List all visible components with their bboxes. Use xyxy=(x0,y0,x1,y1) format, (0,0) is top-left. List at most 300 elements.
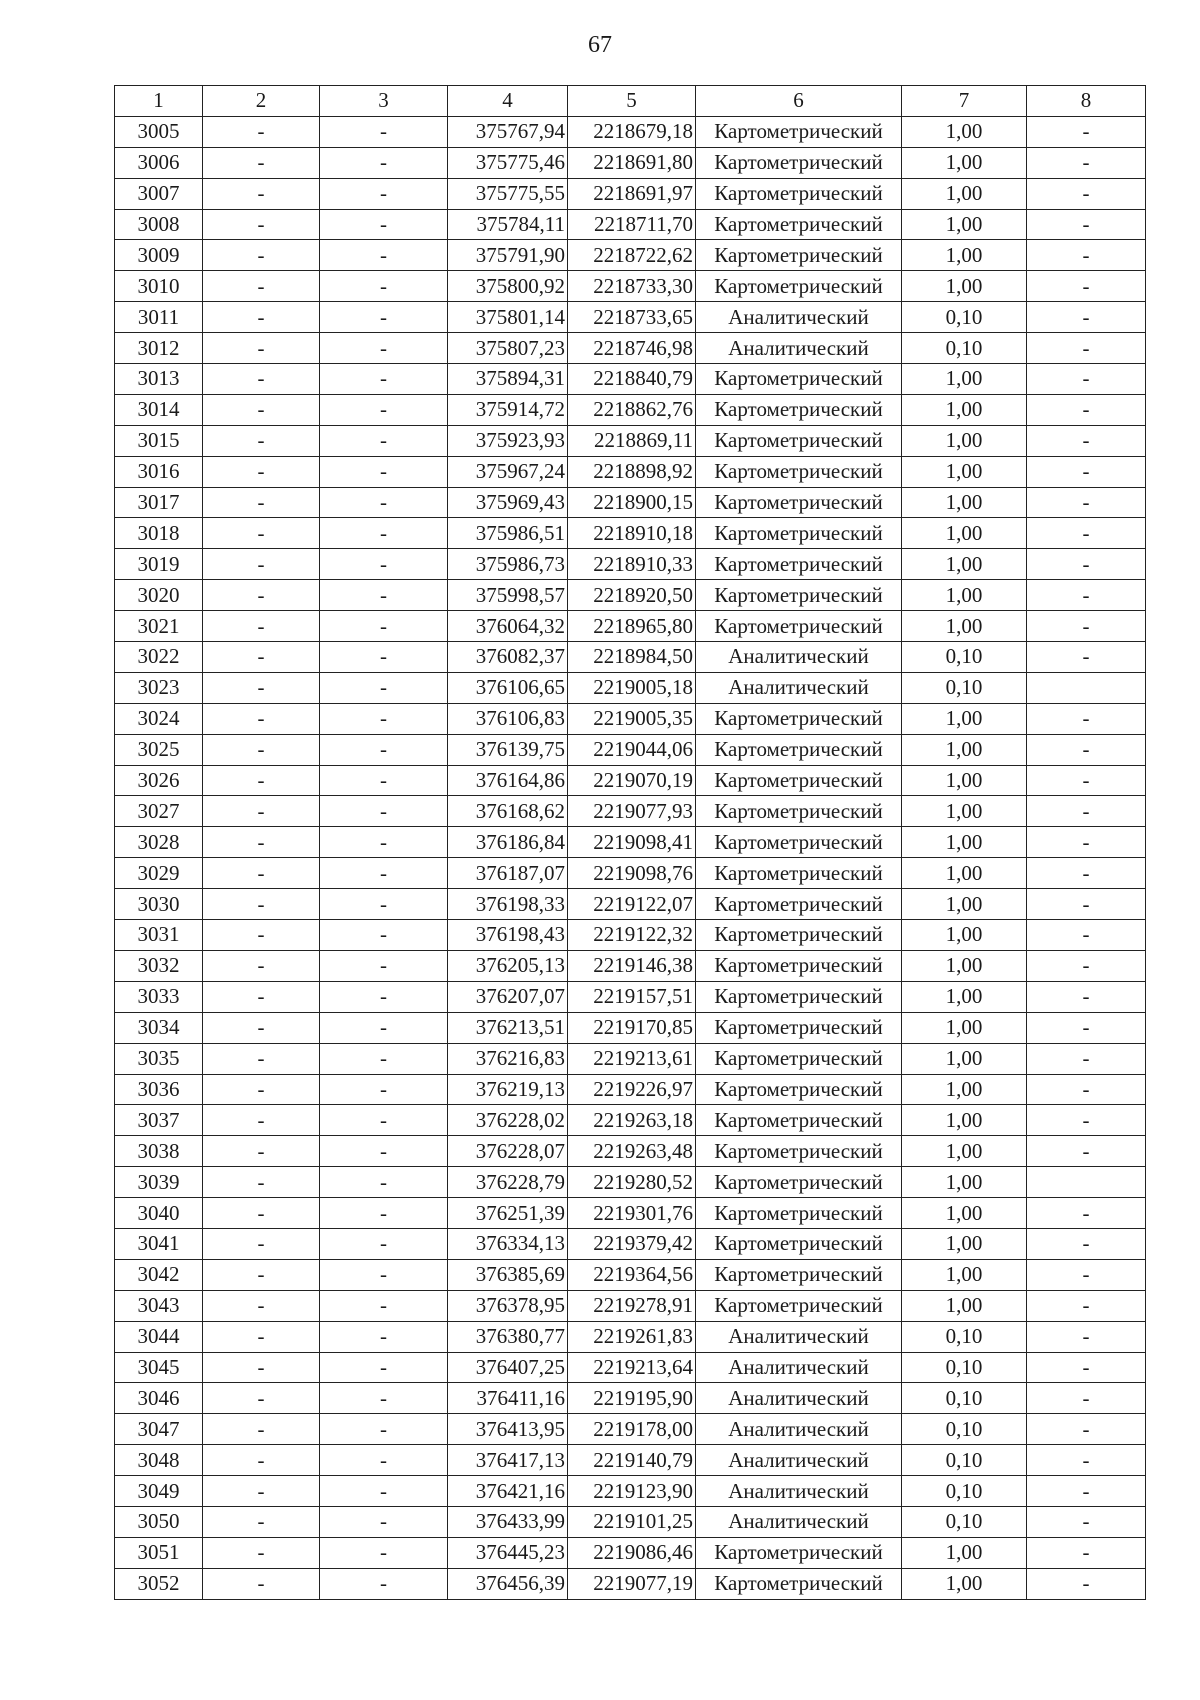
table-cell: Картометрический xyxy=(696,950,902,981)
table-cell: 375775,55 xyxy=(448,178,568,209)
table-cell: - xyxy=(320,1476,448,1507)
table-cell: - xyxy=(203,1136,320,1167)
table-cell: 3045 xyxy=(115,1352,203,1383)
table-cell: - xyxy=(320,858,448,889)
table-cell: 3036 xyxy=(115,1074,203,1105)
table-cell: 375767,94 xyxy=(448,116,568,147)
table-cell: 3037 xyxy=(115,1105,203,1136)
table-cell: 376228,07 xyxy=(448,1136,568,1167)
table-cell: - xyxy=(203,240,320,271)
table-cell: - xyxy=(203,364,320,395)
table-row xyxy=(115,364,1146,395)
table-cell: 376198,43 xyxy=(448,920,568,951)
table-cell: 2219086,46 xyxy=(568,1537,696,1568)
table-cell: 1,00 xyxy=(902,580,1027,611)
table-cell: 376380,77 xyxy=(448,1321,568,1352)
table-cell: - xyxy=(203,425,320,456)
table-row xyxy=(115,1537,1146,1568)
table-cell: 1,00 xyxy=(902,734,1027,765)
table-cell: 2219379,42 xyxy=(568,1228,696,1259)
table-cell: - xyxy=(203,1105,320,1136)
table-row xyxy=(115,487,1146,518)
table-cell: 3049 xyxy=(115,1476,203,1507)
table-cell: - xyxy=(203,734,320,765)
table-cell: - xyxy=(1027,1321,1146,1352)
table-cell: 375986,73 xyxy=(448,549,568,580)
table-cell: 3014 xyxy=(115,394,203,425)
table-cell: 3042 xyxy=(115,1259,203,1290)
table-cell: - xyxy=(320,271,448,302)
table-row xyxy=(115,1136,1146,1167)
table-cell: 2218722,62 xyxy=(568,240,696,271)
table-cell: - xyxy=(203,209,320,240)
table-cell: - xyxy=(1027,487,1146,518)
table-row xyxy=(115,240,1146,271)
table-cell: - xyxy=(1027,116,1146,147)
table-cell: 0,10 xyxy=(902,1352,1027,1383)
table-cell: 0,10 xyxy=(902,1506,1027,1537)
table-cell: - xyxy=(203,1290,320,1321)
table-cell: 376445,23 xyxy=(448,1537,568,1568)
table-cell: 1,00 xyxy=(902,1198,1027,1229)
table-cell: Аналитический xyxy=(696,1352,902,1383)
table-cell: 3005 xyxy=(115,116,203,147)
table-row xyxy=(115,209,1146,240)
table-cell: - xyxy=(1027,920,1146,951)
table-cell: 2219278,91 xyxy=(568,1290,696,1321)
table-cell: 2218862,76 xyxy=(568,394,696,425)
table-cell: - xyxy=(1027,765,1146,796)
table-cell: - xyxy=(1027,981,1146,1012)
table-cell: 2219280,52 xyxy=(568,1167,696,1198)
table-cell: 2218910,33 xyxy=(568,549,696,580)
table-cell: 0,10 xyxy=(902,1383,1027,1414)
table-cell xyxy=(1027,672,1146,703)
table-cell: 2218965,80 xyxy=(568,611,696,642)
table-row xyxy=(115,1228,1146,1259)
table-cell: 376139,75 xyxy=(448,734,568,765)
table-cell: 1,00 xyxy=(902,1074,1027,1105)
table-cell: 2219195,90 xyxy=(568,1383,696,1414)
table-cell: 0,10 xyxy=(902,302,1027,333)
column-header: 4 xyxy=(448,86,568,117)
table-cell: - xyxy=(1027,1074,1146,1105)
table-cell: - xyxy=(1027,703,1146,734)
table-cell xyxy=(1027,1167,1146,1198)
table-cell: 376228,79 xyxy=(448,1167,568,1198)
table-cell: 2219213,61 xyxy=(568,1043,696,1074)
table-row xyxy=(115,950,1146,981)
table-cell: Картометрический xyxy=(696,1537,902,1568)
table-cell: - xyxy=(1027,1105,1146,1136)
table-cell: - xyxy=(203,672,320,703)
table-cell: Картометрический xyxy=(696,1568,902,1599)
table-cell: 376413,95 xyxy=(448,1414,568,1445)
table-cell: 3020 xyxy=(115,580,203,611)
table-cell: 2218920,50 xyxy=(568,580,696,611)
table-cell: 2219077,93 xyxy=(568,796,696,827)
table-cell: - xyxy=(203,1228,320,1259)
table-cell: - xyxy=(1027,364,1146,395)
table-cell: Картометрический xyxy=(696,209,902,240)
table-cell: 1,00 xyxy=(902,1136,1027,1167)
table-cell: - xyxy=(320,920,448,951)
table-cell: - xyxy=(1027,1290,1146,1321)
table-row xyxy=(115,1352,1146,1383)
table-row xyxy=(115,765,1146,796)
table-cell: 375784,11 xyxy=(448,209,568,240)
table-cell: 0,10 xyxy=(902,1476,1027,1507)
table-cell: - xyxy=(203,1476,320,1507)
table-cell: 375800,92 xyxy=(448,271,568,302)
table-body xyxy=(115,116,1146,1599)
table-cell: 3040 xyxy=(115,1198,203,1229)
table-cell: - xyxy=(1027,1043,1146,1074)
table-cell: Картометрический xyxy=(696,858,902,889)
table-cell: 3009 xyxy=(115,240,203,271)
table-cell: Картометрический xyxy=(696,271,902,302)
table-cell: Картометрический xyxy=(696,765,902,796)
column-header: 7 xyxy=(902,86,1027,117)
table-cell: - xyxy=(1027,1259,1146,1290)
table-header-row xyxy=(115,86,1146,117)
table-cell: - xyxy=(320,765,448,796)
table-cell: - xyxy=(203,549,320,580)
table-cell: Картометрический xyxy=(696,1290,902,1321)
table-cell: - xyxy=(203,858,320,889)
table-cell: 2218711,70 xyxy=(568,209,696,240)
table-cell: Картометрический xyxy=(696,1167,902,1198)
table-cell: 2219123,90 xyxy=(568,1476,696,1507)
table-cell: 3034 xyxy=(115,1012,203,1043)
table-cell: 376407,25 xyxy=(448,1352,568,1383)
table-cell: - xyxy=(203,1198,320,1229)
table-cell: Картометрический xyxy=(696,1259,902,1290)
table-cell: 3050 xyxy=(115,1506,203,1537)
table-cell: 1,00 xyxy=(902,1012,1027,1043)
table-cell: 375791,90 xyxy=(448,240,568,271)
table-row xyxy=(115,611,1146,642)
table-row xyxy=(115,178,1146,209)
table-cell: - xyxy=(320,1043,448,1074)
table-cell: - xyxy=(1027,178,1146,209)
table-row xyxy=(115,456,1146,487)
table-cell: - xyxy=(320,425,448,456)
table-cell: 2219213,64 xyxy=(568,1352,696,1383)
table-cell: 3023 xyxy=(115,672,203,703)
table-cell: - xyxy=(1027,827,1146,858)
table-row xyxy=(115,302,1146,333)
table-cell: - xyxy=(1027,642,1146,673)
table-cell: 3012 xyxy=(115,333,203,364)
table-cell: Картометрический xyxy=(696,456,902,487)
table-cell: 376411,16 xyxy=(448,1383,568,1414)
table-cell: 2218910,18 xyxy=(568,518,696,549)
table-cell: Картометрический xyxy=(696,1198,902,1229)
table-cell: - xyxy=(203,116,320,147)
table-row xyxy=(115,518,1146,549)
table-row xyxy=(115,271,1146,302)
table-cell: 376205,13 xyxy=(448,950,568,981)
table-cell: - xyxy=(320,240,448,271)
table-cell: 1,00 xyxy=(902,1537,1027,1568)
table-cell: 1,00 xyxy=(902,765,1027,796)
table-cell: 3038 xyxy=(115,1136,203,1167)
table-cell: 376207,07 xyxy=(448,981,568,1012)
table-cell: 376417,13 xyxy=(448,1445,568,1476)
table-cell: - xyxy=(1027,1537,1146,1568)
table-cell: Картометрический xyxy=(696,178,902,209)
table-cell: 2218733,30 xyxy=(568,271,696,302)
table-cell: 1,00 xyxy=(902,394,1027,425)
table-cell: 376228,02 xyxy=(448,1105,568,1136)
table-cell: 375894,31 xyxy=(448,364,568,395)
table-cell: Аналитический xyxy=(696,333,902,364)
table-cell: 376456,39 xyxy=(448,1568,568,1599)
table-cell: - xyxy=(1027,456,1146,487)
table-cell: Аналитический xyxy=(696,1383,902,1414)
table-cell: 3013 xyxy=(115,364,203,395)
table-cell: 2219226,97 xyxy=(568,1074,696,1105)
table-cell: - xyxy=(203,333,320,364)
table-cell: 3030 xyxy=(115,889,203,920)
column-header: 2 xyxy=(203,86,320,117)
table-cell: 2218679,18 xyxy=(568,116,696,147)
table-cell: Картометрический xyxy=(696,703,902,734)
table-row xyxy=(115,642,1146,673)
table-cell: - xyxy=(1027,394,1146,425)
table-cell: - xyxy=(203,920,320,951)
table-cell: 375923,93 xyxy=(448,425,568,456)
table-cell: Картометрический xyxy=(696,889,902,920)
table-cell: 0,10 xyxy=(902,672,1027,703)
table-cell: 376385,69 xyxy=(448,1259,568,1290)
table-cell: - xyxy=(203,580,320,611)
table-cell: 2218746,98 xyxy=(568,333,696,364)
table-cell: 3021 xyxy=(115,611,203,642)
table-cell: 1,00 xyxy=(902,703,1027,734)
table-cell: 3027 xyxy=(115,796,203,827)
table-cell: Картометрический xyxy=(696,1105,902,1136)
table-row xyxy=(115,1074,1146,1105)
table-cell: 1,00 xyxy=(902,271,1027,302)
table-cell: - xyxy=(320,487,448,518)
table-cell: 2219077,19 xyxy=(568,1568,696,1599)
table-cell: Картометрический xyxy=(696,1228,902,1259)
table-cell: 2218691,97 xyxy=(568,178,696,209)
table-cell: Аналитический xyxy=(696,1445,902,1476)
table-cell: - xyxy=(203,1321,320,1352)
coordinates-table xyxy=(114,85,1146,1600)
table-cell: 1,00 xyxy=(902,858,1027,889)
table-cell: 1,00 xyxy=(902,549,1027,580)
table-cell: Картометрический xyxy=(696,1043,902,1074)
table-cell: Картометрический xyxy=(696,518,902,549)
table-cell: 1,00 xyxy=(902,1105,1027,1136)
table-cell: - xyxy=(320,1506,448,1537)
table-row xyxy=(115,1506,1146,1537)
table-cell: - xyxy=(1027,1506,1146,1537)
table-cell: - xyxy=(203,271,320,302)
table-cell: - xyxy=(320,796,448,827)
table-cell: Картометрический xyxy=(696,1074,902,1105)
table-cell: - xyxy=(203,302,320,333)
table-cell: 376106,65 xyxy=(448,672,568,703)
table-cell: 1,00 xyxy=(902,1259,1027,1290)
table-cell: - xyxy=(1027,518,1146,549)
table-cell: 1,00 xyxy=(902,178,1027,209)
table-cell: 2218840,79 xyxy=(568,364,696,395)
table-cell: 2219005,18 xyxy=(568,672,696,703)
table-cell: - xyxy=(1027,209,1146,240)
table-cell: 3051 xyxy=(115,1537,203,1568)
table-cell: Картометрический xyxy=(696,116,902,147)
table-cell: 375969,43 xyxy=(448,487,568,518)
table-cell: 3015 xyxy=(115,425,203,456)
table-cell: Картометрический xyxy=(696,364,902,395)
table-cell: Картометрический xyxy=(696,425,902,456)
table-cell: 3017 xyxy=(115,487,203,518)
table-cell: 3048 xyxy=(115,1445,203,1476)
table-cell: - xyxy=(320,1568,448,1599)
table-cell: 3025 xyxy=(115,734,203,765)
table-cell: - xyxy=(320,1352,448,1383)
table-row xyxy=(115,1259,1146,1290)
table-cell: 375967,24 xyxy=(448,456,568,487)
table-cell: - xyxy=(1027,889,1146,920)
table-cell: 376251,39 xyxy=(448,1198,568,1229)
table-cell: Картометрический xyxy=(696,487,902,518)
table-cell: - xyxy=(320,1414,448,1445)
table-cell: - xyxy=(1027,1228,1146,1259)
table-cell: Картометрический xyxy=(696,240,902,271)
table-cell: Картометрический xyxy=(696,1012,902,1043)
table-row xyxy=(115,889,1146,920)
table-cell: 376378,95 xyxy=(448,1290,568,1321)
table-cell: 1,00 xyxy=(902,116,1027,147)
table-cell: 375998,57 xyxy=(448,580,568,611)
table-cell: - xyxy=(203,1537,320,1568)
table-row xyxy=(115,1445,1146,1476)
table-cell: - xyxy=(203,1074,320,1105)
table-cell: - xyxy=(203,178,320,209)
table-cell: 1,00 xyxy=(902,456,1027,487)
table-cell: 3008 xyxy=(115,209,203,240)
table-cell: 2219261,83 xyxy=(568,1321,696,1352)
table-cell: - xyxy=(1027,950,1146,981)
table-cell: - xyxy=(203,642,320,673)
table-cell: - xyxy=(1027,611,1146,642)
table-cell: 376216,83 xyxy=(448,1043,568,1074)
table-cell: 2219070,19 xyxy=(568,765,696,796)
table-cell: 375986,51 xyxy=(448,518,568,549)
table-cell: 2218869,11 xyxy=(568,425,696,456)
table-cell: - xyxy=(1027,796,1146,827)
table-cell: 376164,86 xyxy=(448,765,568,796)
table-cell: 2218898,92 xyxy=(568,456,696,487)
table-row xyxy=(115,580,1146,611)
table-cell: - xyxy=(203,889,320,920)
table-cell: 2219005,35 xyxy=(568,703,696,734)
table-row xyxy=(115,1476,1146,1507)
table-cell: 2218900,15 xyxy=(568,487,696,518)
table-cell: 1,00 xyxy=(902,950,1027,981)
table-cell: - xyxy=(203,611,320,642)
table-cell: - xyxy=(320,1537,448,1568)
table-cell: - xyxy=(1027,1383,1146,1414)
table-cell: Аналитический xyxy=(696,1321,902,1352)
table-row xyxy=(115,1568,1146,1599)
table-cell: - xyxy=(203,981,320,1012)
table-cell: 1,00 xyxy=(902,796,1027,827)
table-cell: 0,10 xyxy=(902,1445,1027,1476)
table-cell: - xyxy=(1027,1445,1146,1476)
table-row xyxy=(115,1105,1146,1136)
table-cell: 1,00 xyxy=(902,240,1027,271)
table-cell: - xyxy=(320,1259,448,1290)
table-cell: 3024 xyxy=(115,703,203,734)
table-cell: Картометрический xyxy=(696,827,902,858)
table-cell: - xyxy=(203,1352,320,1383)
table-row xyxy=(115,1167,1146,1198)
table-cell: 376433,99 xyxy=(448,1506,568,1537)
table-cell: 1,00 xyxy=(902,1167,1027,1198)
table-cell: - xyxy=(203,394,320,425)
table-row xyxy=(115,333,1146,364)
table-cell: - xyxy=(1027,1198,1146,1229)
table-cell: - xyxy=(203,1414,320,1445)
table-cell: - xyxy=(1027,1414,1146,1445)
table-cell: - xyxy=(320,1228,448,1259)
table-cell: - xyxy=(203,1506,320,1537)
table-cell: 376421,16 xyxy=(448,1476,568,1507)
table-cell: 3041 xyxy=(115,1228,203,1259)
table-cell: 376219,13 xyxy=(448,1074,568,1105)
table-cell: Аналитический xyxy=(696,1476,902,1507)
table-cell: - xyxy=(320,672,448,703)
table-cell: 3046 xyxy=(115,1383,203,1414)
table-cell: 2219044,06 xyxy=(568,734,696,765)
table-cell: - xyxy=(320,178,448,209)
table-cell: 1,00 xyxy=(902,364,1027,395)
table-cell: - xyxy=(320,394,448,425)
table-row xyxy=(115,425,1146,456)
table-cell: 2219098,41 xyxy=(568,827,696,858)
table-cell: 376334,13 xyxy=(448,1228,568,1259)
table-cell: 1,00 xyxy=(902,1228,1027,1259)
table-cell: - xyxy=(320,1136,448,1167)
table-cell: - xyxy=(203,796,320,827)
table-row xyxy=(115,827,1146,858)
table-cell: 1,00 xyxy=(902,147,1027,178)
table-cell: Аналитический xyxy=(696,1414,902,1445)
table-cell: 3044 xyxy=(115,1321,203,1352)
table-cell: - xyxy=(1027,271,1146,302)
table-cell: - xyxy=(320,981,448,1012)
table-cell: 0,10 xyxy=(902,1414,1027,1445)
table-cell: 375807,23 xyxy=(448,333,568,364)
table-cell: - xyxy=(203,1043,320,1074)
table-cell: - xyxy=(1027,147,1146,178)
table-cell: Картометрический xyxy=(696,394,902,425)
table-cell: Аналитический xyxy=(696,302,902,333)
table-cell: - xyxy=(320,827,448,858)
table-cell: Аналитический xyxy=(696,642,902,673)
table-cell: - xyxy=(1027,240,1146,271)
table-row xyxy=(115,1414,1146,1445)
table-cell: - xyxy=(320,1198,448,1229)
table-cell: 2219140,79 xyxy=(568,1445,696,1476)
